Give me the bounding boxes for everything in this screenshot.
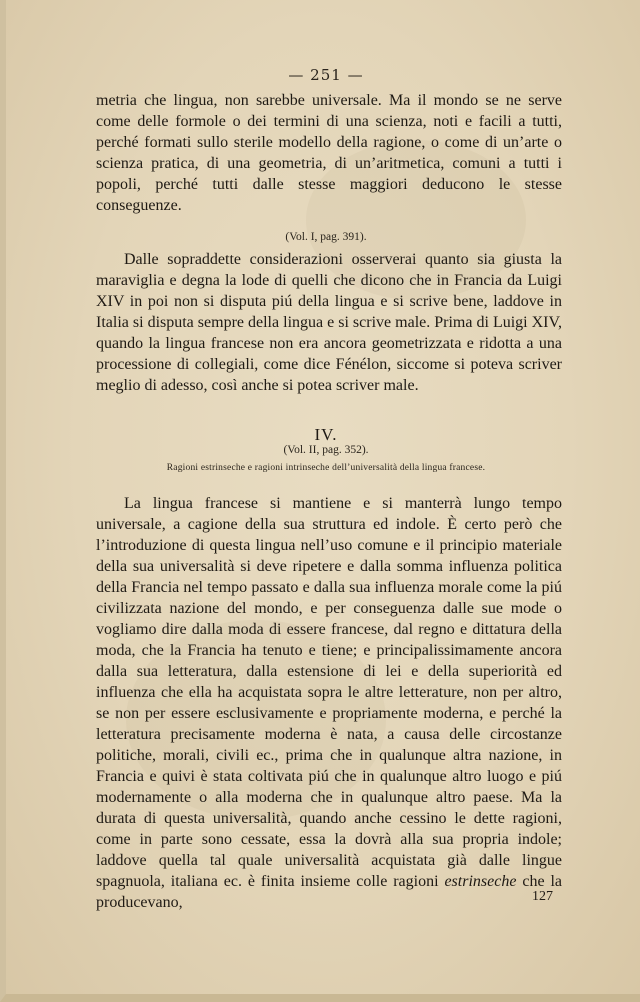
paragraph-body [96,493,562,913]
section-numeral: IV. [314,425,338,444]
paragraph-continuation: metria che lingua, non sarebbe universale. Ma il mondo se ne serve come delle formole o dei termini di una scienza, noti e facili a tutti, perché formati sullo sterile modello della ragione, o come di un’arte o scienza pratica, di una geometria, di un’aritmetica, comuni a tutti i popoli, perché tutti dalle stesse maggiori deducono le stesse conseguenze. [96,92,562,214]
italic-word: estrinseche [444,873,517,890]
paragraph-text: La lingua francese si mantiene e si manterrà lungo tempo universale, a cagione della sua struttura ed indole. È certo però che l’introduzione di questa lingua nell’uso comune e il principio materiale della sua universalità si deve ripetere e dalla somma influenza politica della Francia nel tempo passato e dalla sua influenza morale come la piú civilizzata nazione del mondo, e per conseguenza dalle sue mode o vogliamo dire dalla moda di essere francese, dal regno e dittatura della moda, che la Francia ha tenuto e tiene; e principalissimamente ancora dalla sua letteratura, dalla estensione di lei e della superiorità ed influenza che ella ha acquistata sopra le altre letterature, non per altro, se non per essere esclusivamente e propriamente moderna, e perché la letteratura precisamente moderna è nata, a causa delle circostanze politiche, morali, civili ec., prima che in qualunque altra nazione, in Francia e quivi è stata coltivata piú che in qualunque altro luogo e piú modernamente o alla moderna che in qualunque altro paese. Ma la durata di questa universalità, quando anche cessino le dette ragioni, come in parte sono cessate, essa la dovrà alla sua propria indole; laddove quella tal quale universalità acquistata già dalle lingue spagnuola, italiana ec. è finita insieme colle ragioni [96,495,562,890]
citation-vol-1: (Vol. I, pag. 391). [285,231,367,243]
paragraph-text: Dalle sopraddette considerazioni osserverai quanto sia giusta la maraviglia e degna la lode di quelli che dicono che in Francia da Luigi XIV in poi non si disputa piú della lingua e si scrive bene, laddove in Italia si disputa sempre della lingua e si scrive male. Prima di Luigi XIV, quando la lingua francese non era ancora geometrizzata e ridotta a una processione di collegiali, come dice Fénélon, siccome si poteva scriver meglio di adesso, così anche si potea scriver male. [96,251,562,394]
paragraph-body [96,249,562,396]
page-header-number: — 251 — [288,66,364,84]
page-footer-number: 127 [532,889,553,904]
paragraph-text-end: che la producevano, [96,873,562,911]
section-subtitle: Ragioni estrinseche e ragioni intrinseche dell’universalità della lingua francese. [166,463,486,473]
citation-vol-2: (Vol. II, pag. 352). [283,444,369,456]
